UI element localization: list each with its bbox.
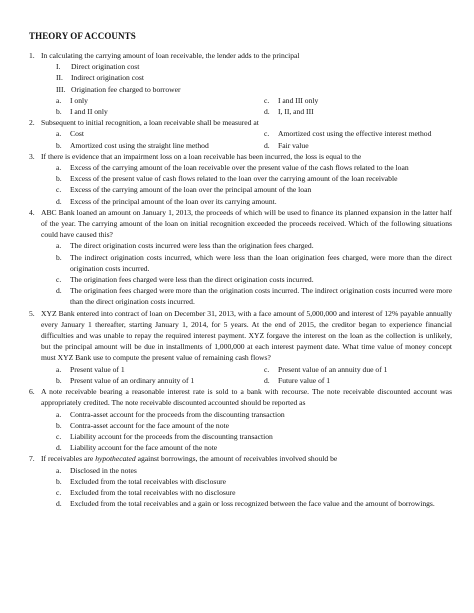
option-text: I and II only: [70, 107, 108, 117]
option-item: [29, 498, 452, 509]
question-7: [29, 453, 452, 464]
option-label: a.: [56, 129, 62, 139]
option-label: b.: [56, 420, 62, 430]
question-number: 2.: [29, 118, 35, 128]
statement-label: I.: [56, 62, 61, 72]
question-4: [29, 207, 452, 241]
option-item: [29, 465, 452, 476]
question-text: Subsequent to initial recognition, a loan receivable shall be measured at: [41, 118, 259, 128]
question-text: XYZ Bank entered into contract of loan on December 31, 2013, with a face amount of 5,000,000 and interest of 12% payable annually every January 1 thereafter, starting January 1, 2014, for 5 years. At the end of 2015, the creditor began to experience financial difficulties and was unable to repay the required interest payment. XYZ forgave the interest on the loan as the collection is unlikely, but the principal amount will be due in installments of 1,000,000 at each interest payment date. What time value of money concept must XYZ Bank use to compute the present value of remaining cash flows?: [41, 308, 452, 363]
option-text: Present value of an annuity due of 1: [278, 364, 388, 374]
option-text: Excess of the present value of cash flows related to the loan over the carrying amount of the loan receivable: [70, 174, 398, 184]
option-label: c.: [56, 487, 62, 497]
option-label: a.: [56, 465, 62, 475]
option-label: b.: [56, 252, 62, 262]
option-label: b.: [56, 476, 62, 486]
option-text: Contra-asset account for the proceeds from the discounting transaction: [70, 409, 285, 419]
option-label: a.: [56, 364, 62, 374]
option-text: Excess of the carrying amount of the loan over the principal amount of the loan: [70, 185, 312, 195]
option-item: [264, 106, 452, 117]
statement-text: Indirect origination cost: [71, 73, 144, 83]
option-item: [29, 442, 452, 453]
question-text-part: If receivables are: [41, 454, 96, 464]
option-text: The origination fees charged were more than the origination costs incurred. The indirect origination costs incurred were more than the direct origination costs incurred.: [70, 286, 452, 307]
option-label: c.: [56, 275, 62, 285]
option-text: Future value of 1: [278, 375, 331, 385]
question-2: [29, 117, 452, 128]
question-number: 5.: [29, 308, 35, 318]
question-number: 3.: [29, 151, 35, 161]
option-item: [56, 106, 264, 117]
option-text: Liability account for the face amount of the note: [70, 443, 218, 453]
option-item: [29, 420, 452, 431]
option-item: [29, 409, 452, 420]
option-text: I, II, and III: [278, 107, 314, 117]
options-grid: [29, 95, 452, 117]
option-text: Excluded from the total receivables with no disclosure: [70, 487, 236, 497]
question-number: 4.: [29, 207, 35, 217]
question-number: 6.: [29, 387, 35, 397]
option-label: a.: [56, 241, 62, 251]
question-text-part: against borrowings, the amount of receivables involved should be: [135, 454, 338, 464]
statement-label: III.: [56, 84, 66, 94]
option-item: [56, 128, 264, 139]
question-3: [29, 151, 452, 162]
option-text: Fair value: [278, 140, 309, 150]
statement-text: Direct origination cost: [71, 62, 140, 72]
option-text: Liability account for the proceeds from the discounting transaction: [70, 431, 273, 441]
option-item: [29, 476, 452, 487]
option-label: d.: [56, 286, 62, 296]
option-label: b.: [56, 140, 62, 150]
option-text: Excess of the carrying amount of the loan receivable over the present value of the cash flows related to the loan: [70, 163, 409, 173]
option-text: Amortized cost using the straight line method: [70, 140, 209, 150]
document-title: THEORY OF ACCOUNTS: [29, 31, 136, 41]
option-text: The indirect origination costs incurred, which were less than the loan origination fees charged, were more than the direct origination costs incurred.: [70, 252, 452, 273]
options-grid: [29, 364, 452, 386]
option-label: b.: [56, 107, 62, 117]
statement-item: [29, 84, 452, 95]
option-label: a.: [56, 163, 62, 173]
option-text: Cost: [70, 129, 84, 139]
question-5: [29, 308, 452, 364]
option-item: [29, 274, 452, 285]
question-text: [41, 453, 452, 464]
option-item: [29, 184, 452, 195]
option-item: [29, 487, 452, 498]
option-item: [29, 431, 452, 442]
option-item: [264, 375, 452, 386]
question-text-italic: hypothecated: [95, 454, 136, 464]
option-item: [29, 285, 452, 307]
question-text: In calculating the carrying amount of loan receivable, the lender adds to the principal: [41, 51, 300, 60]
question-6: [29, 386, 452, 408]
option-item: [264, 364, 452, 375]
option-label: c.: [264, 364, 270, 374]
option-text: Excluded from the total receivables with disclosure: [70, 476, 227, 486]
option-text: I only: [70, 95, 88, 105]
option-label: c.: [264, 129, 270, 139]
option-label: d.: [56, 443, 62, 453]
option-item: [56, 375, 264, 386]
option-label: b.: [56, 174, 62, 184]
option-item: [264, 128, 452, 139]
option-item: [29, 252, 452, 274]
option-item: [56, 364, 264, 375]
option-label: a.: [56, 409, 62, 419]
option-label: d.: [56, 196, 62, 206]
option-label: c.: [56, 431, 62, 441]
question-text: A note receivable bearing a reasonable interest rate is sold to a bank with recourse. The note receivable discounted account was appropriately credited. The note receivable discounted accounted should be reported as: [41, 387, 452, 408]
option-item: [56, 140, 264, 151]
option-text: Excess of the principal amount of the loan over its carrying amount.: [70, 196, 277, 206]
option-text: I and III only: [278, 95, 319, 105]
statement-text: Origination fee charged to borrower: [71, 84, 181, 94]
option-label: d.: [264, 107, 270, 117]
option-text: Amortized cost using the effective interest method: [278, 129, 432, 139]
option-text: Contra-asset account for the face amount of the note: [70, 420, 229, 430]
option-text: Excluded from the total receivables and a gain or loss recognized between the face value and the amount of borrowings.: [70, 499, 435, 509]
option-label: a.: [56, 95, 62, 105]
statement-label: II.: [56, 73, 63, 83]
question-text: If there is evidence that an impairment loss on a loan receivable has been incurred, the loss is equal to the: [41, 151, 362, 161]
option-item: [29, 173, 452, 184]
question-number: 1.: [29, 51, 35, 60]
option-item: [29, 196, 452, 207]
statement-item: [29, 61, 452, 72]
option-label: c.: [264, 95, 270, 105]
option-text: The origination fees charged were less than the direct origination costs incurred.: [70, 275, 314, 285]
option-item: [264, 95, 452, 106]
option-item: [56, 95, 264, 106]
option-label: d.: [56, 499, 62, 509]
option-text: The direct origination costs incurred were less than the origination fees charged.: [70, 241, 314, 251]
option-item: [264, 140, 452, 151]
option-text: Disclosed in the notes: [70, 465, 137, 475]
question-number: 7.: [29, 454, 35, 464]
option-label: d.: [264, 375, 270, 385]
option-label: d.: [264, 140, 270, 150]
option-label: b.: [56, 375, 62, 385]
question-text: ABC Bank loaned an amount on January 1, 2013, the proceeds of which will be used to finance its planned expansion in the latter half of the year. The carrying amount of the loan on initial recognition exceeded the proceeds received. Which of the following situations could have caused this?: [41, 207, 452, 240]
options-grid: [29, 128, 452, 150]
statement-item: [29, 72, 452, 83]
option-label: c.: [56, 185, 62, 195]
option-item: [29, 240, 452, 251]
option-item: [29, 162, 452, 173]
option-text: Present value of 1: [70, 364, 125, 374]
option-text: Present value of an ordinary annuity of 1: [70, 375, 195, 385]
question-1: [29, 50, 452, 61]
